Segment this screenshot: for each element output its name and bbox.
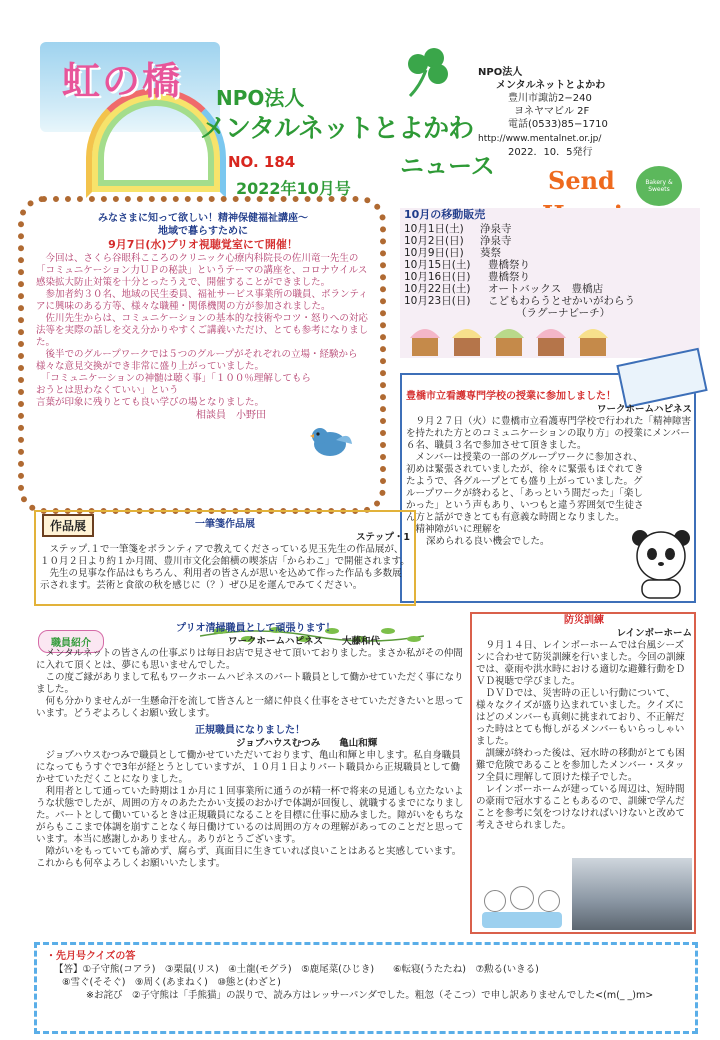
- cupcake-icon: [404, 318, 620, 358]
- logo-title: 虹の橋: [62, 59, 183, 103]
- sales-date: 10月16日(日): [404, 271, 471, 283]
- staff-title-1: プリオ清掃職員として頑張ります！: [176, 623, 336, 634]
- sales-place: 豊橋祭り: [488, 271, 530, 283]
- quiz-block: [46, 950, 690, 1002]
- sales-date: 10月2日(日): [404, 235, 464, 247]
- staff-article: [36, 622, 464, 870]
- drill-paragraph: ＤＶＤでは、災害時の正しい行動について、様々なクイズが盛り込まれていました。クイズにはどのメンバーも真剣に挑まれており、不正解だった時はとても悔しがるメンバーもいらっしゃいました。: [476, 688, 685, 747]
- drill-paragraph: レインボーホームが建っている周辺は、短時間の豪雨で冠水することもあるので、訓練で学んだことを参考に気をつけなければいけないと改めて考えさせられました。: [476, 784, 686, 831]
- sales-date: 10月23日(日): [404, 295, 471, 307]
- staff-author-1: ワークホームハピネス 大藤和代: [228, 636, 381, 647]
- nursing-paragraph: 深められる良い機会でした。: [426, 536, 550, 547]
- contact-phone: 電話(0533)85−1710: [508, 119, 608, 130]
- sales-place: 浄泉寺: [480, 235, 512, 247]
- quiz-answers-1: 【答】①子守熊(コアラ) ③栗鼠(リス) ④土龍(モグラ) ⑤鹿尾菜(ひじき) ⑥転寝(うたたね) ⑦勲る(いきる): [54, 964, 539, 975]
- bird-icon: [306, 418, 356, 462]
- sales-place: こどもわらうとせかいがわらう: [488, 295, 635, 307]
- issue-number: NO. 184: [228, 153, 296, 171]
- sales-row: [404, 259, 700, 271]
- issue-month: 2022年10月号: [236, 179, 351, 198]
- lecture-title-3: 9月7日(水)プリオ視聴覚室にて開催！: [108, 238, 298, 251]
- sales-place: 葵祭: [480, 247, 501, 259]
- artwork-title: 一筆箋作品展: [195, 519, 255, 530]
- sales-place: 豊橋祭り: [488, 259, 530, 271]
- sales-row: [404, 295, 700, 307]
- artwork-paragraph: ステップ.１で一筆箋をボランティアで教えてくださっている児玉先生の作品展が、１０月２日より約１か月間、豊川市文化会館横の喫茶店「からわこ」で開催されます。: [40, 544, 410, 567]
- artwork-author: ステップ・1: [356, 532, 410, 543]
- contact-org-prefix: NPO法人: [478, 67, 523, 78]
- issue-date: 2022．10．5発行: [508, 147, 593, 158]
- sales-note: （ラグーナビーチ）: [516, 307, 611, 319]
- drill-article: [476, 614, 692, 832]
- staff-author-2: ジョブハウスむつみ 亀山和輝: [236, 738, 378, 749]
- sales-row: [404, 247, 700, 259]
- sales-row: [404, 235, 700, 247]
- artwork-paragraph: 先生の見事な作品はもちろん、利用者の皆さんが思いを込めて作った作品も多数展示されます。芸術と食欲の秋を感じに（？）ぜひ足を運んでみてください。: [40, 568, 402, 591]
- contact-org-name: メンタルネットとよかわ: [496, 80, 606, 91]
- lecture-author: 相談員 小野田: [196, 410, 266, 421]
- quiz-apology: ※お詫び ②子守熊は「手熊猫」の誤りで、読み方はレッサーパンダでした。粗忽（そこつ）で申し訳ありませんでした<(m(_ _)m>: [86, 990, 654, 1001]
- artwork-article: [40, 518, 410, 592]
- sales-date: 10月9日(日): [404, 247, 464, 259]
- sales-title: 10月の移動販売: [404, 208, 486, 221]
- drill-author: レインボーホーム: [616, 628, 692, 639]
- nursing-author: ワークホームハピネス: [596, 404, 692, 415]
- sales-row: [404, 223, 700, 235]
- staff-paragraph: メンタルネットの皆さんの仕事ぶりは毎日お店で見させて頂いておりました。まさか私がその仲間に入れて頂くとは、夢にも思いませんでした。: [36, 648, 463, 671]
- contact-url: http://www.mentalnet.or.jp/: [478, 134, 602, 144]
- staff-paragraph: 利用者として通っていた時期は１か月に１回事業所に通うのが精一杯で将来の見通しも立たないような状態でしたが、周囲の方々のあたたかい支援のおかげで体調が回復し、就職するまでになりました。パートとして働いているときは正規職員になることを目標に仕事に励みました。障がいをもちながらもここまで体調を崩すことなく毎日働けているのは周囲の方々の理解があってのことだと思っています。本当に感謝しかありません。ありがとうございます。: [36, 786, 464, 845]
- sales-row: [404, 283, 700, 295]
- sales-date: 10月22日(土): [404, 283, 471, 295]
- bakery-badge: [636, 166, 682, 206]
- drill-title: 防災訓練: [564, 615, 604, 626]
- lecture-paragraph: 後半でのグループワークでは５つのグループがそれぞれの立場・経験から様々な意見交換ができ非常に盛り上がっていました。: [36, 349, 358, 372]
- sales-place: 浄泉寺: [480, 223, 512, 235]
- lecture-article: [36, 212, 370, 422]
- nursing-paragraph: メンバーは授業の一部のグループワークに参加され、初めは緊張されていましたが、徐々に緊張もほぐれてきたようで、各グループとても盛り上がっていました。グループワークが終わると、「あっという間だった」「楽しかった」という声もあり、いつもと違う雰囲気で生徒さん方と話ができとても有意義な時間となりました。: [406, 452, 644, 523]
- staff-paragraph: この度ご縁がありまして私もワークホームハピネスのパート職員として働かせていただく事になりました。: [36, 672, 464, 695]
- artwork-badge: 作品展: [42, 514, 94, 537]
- drill-paragraph: ９月１４日、レインボーホームでは台風シーズンに合わせて防災訓練を行いました。今回の訓練では、豪雨や洪水時における適切な避難行動をＤＶＤ視聴で学びました。: [476, 640, 686, 687]
- nursing-title: 豊橋市立看護専門学校の授業に参加しました！: [406, 391, 616, 402]
- lecture-paragraph: 佐川先生からは、コミュニケーションの基本的な技術やコツ・怒りへの対応法等を実際の話しを交え分かりやすくご講義いただけ、とても参考になりました。: [36, 313, 369, 348]
- quiz-title: ・先月号クイズの答: [46, 951, 136, 962]
- org-short-label: NPO法人: [216, 86, 305, 110]
- panda-icon: [626, 524, 696, 600]
- lecture-paragraph: 「コミュニケーションの神髄は聴く事」「１００％理解してもらおうとは思わなくていい」という: [36, 373, 311, 396]
- contact-address-2: ヨネヤマビル 2F: [514, 106, 590, 117]
- drill-photo: [572, 858, 692, 930]
- lecture-title-1: みなさまに知って欲しい！精神保健福祉講座～: [98, 213, 308, 224]
- chef-figures-icon: [478, 882, 568, 930]
- quiz-answers-2: ⑧雪ぐ(そそぐ) ⑨周く(あまねく) ⑩態と(わざと): [62, 977, 281, 988]
- staff-ribbon-label: 職員紹介: [51, 638, 91, 649]
- nursing-paragraph: 精神障がいに理解を: [406, 524, 502, 535]
- clover-icon: [400, 44, 456, 100]
- staff-paragraph: 障がいをもっていても諦めず、腐らず、真面目に生きていれば良いことはあると実感しています。これからも何卒よろしくお願いいたします。: [36, 846, 462, 869]
- org-name-label: メンタルネットとよかわ: [200, 114, 474, 144]
- bakery-badge-text: Bakery & Sweets: [645, 179, 673, 193]
- lecture-paragraph: 参加者約３０名、地域の民生委員、福祉サービス事業所の職員、ボランティアに興味のある方等、様々な職種・関係機関の方が参加されました。: [36, 289, 368, 312]
- contact-address-1: 豊川市諏訪2−240: [508, 93, 592, 104]
- nursing-paragraph: ９月２７日（火）に豊橋市立看護専門学校で行われた「精神障害を持たれた方とのコミュニケーションの取り方」の授業にメンバー６名、職員３名で参加させて頂きました。: [406, 416, 692, 451]
- sales-date: 10月15日(土): [404, 259, 471, 271]
- sales-place: オートバックス 豊橋店: [488, 283, 604, 295]
- lecture-title-2: 地域で暮らすために: [158, 226, 248, 237]
- lecture-paragraph: 言葉が印象に残りとても良い学びの場となりました。: [36, 397, 265, 408]
- staff-title-2: 正規職員になりました！: [195, 725, 305, 736]
- send-text: Send: [548, 166, 615, 195]
- lecture-paragraph: 今回は、さくら谷眼科こころのクリニック心療内科院長の佐川竜一先生の「コミュニケーション力ＵＰの秘訣」というテーマの講座を、コロナウイルス感染拡大防止対策を十分とったうえで、開催することができました。: [36, 253, 368, 288]
- staff-paragraph: 何も分かりませんが一生懸命汗を流して皆さんと一緒に仲良く仕事をさせていただきたいと思っています。どうぞよろしくお願い致します。: [36, 696, 464, 719]
- sales-list: [404, 208, 700, 320]
- drill-paragraph: 訓練が終わった後は、冠水時の移動がとても困難で危険であることを参加したメンバー・スタッフ全員に理解して頂けた様子でした。: [476, 748, 685, 783]
- sales-date: 10月1日(土): [404, 223, 464, 235]
- staff-paragraph: ジョブハウスむつみで職員として働かせていただいております、亀山和輝と申します。私自身職員になってもうすぐで3年が経とうとしていますが、１０月１日よりパート職員から正規職員として働かせていただくことになりました。: [36, 750, 461, 785]
- news-label: ニュース: [400, 152, 495, 180]
- sales-row: [404, 271, 700, 283]
- contact-block: [478, 66, 678, 159]
